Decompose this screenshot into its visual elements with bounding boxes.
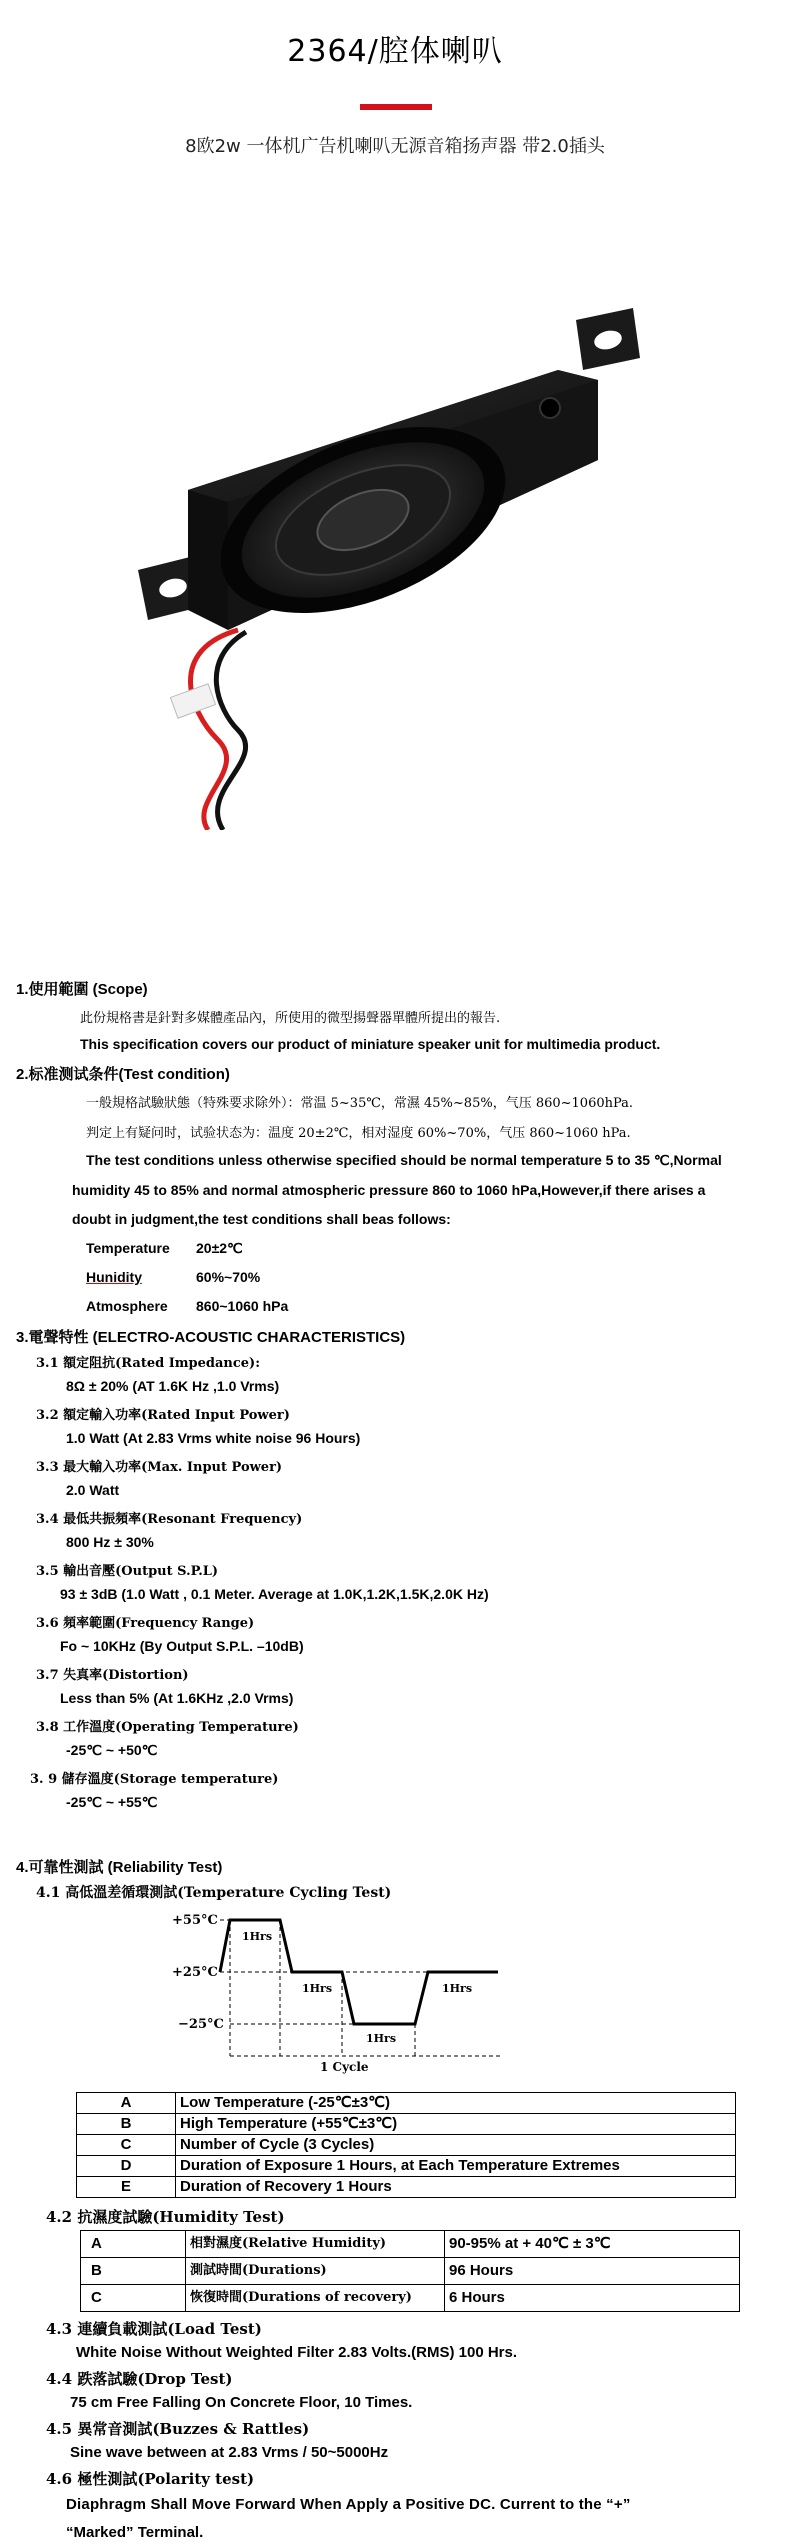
table-row bbox=[77, 2093, 736, 2114]
humidity-label: 相對濕度(Relative Humidity) bbox=[186, 2231, 445, 2258]
test-condition-en1: The test conditions unless otherwise specified should be normal temperature 5 to 35 ℃,Normal bbox=[86, 1152, 722, 1168]
table-row bbox=[77, 2156, 736, 2177]
chart-label-minus25: −25°C bbox=[178, 2017, 224, 2032]
cycling-legend-table bbox=[76, 2092, 736, 2198]
drop-test-value: 75 cm Free Falling On Concrete Floor, 10 Times. bbox=[70, 2394, 413, 2411]
humidity-value: 96 Hours bbox=[445, 2258, 740, 2285]
polarity-test-label: 4.6 極性測試(Polarity test) bbox=[46, 2470, 255, 2488]
legend-key: A bbox=[77, 2093, 176, 2114]
table-row bbox=[77, 2135, 736, 2156]
chart-cycle-label: 1 Cycle bbox=[320, 2060, 369, 2074]
page-subtitle: 8欧2w 一体机广告机喇叭无源音箱扬声器 带2.0插头 bbox=[185, 136, 605, 157]
chart-seg-1: 1Hrs bbox=[242, 1930, 273, 1943]
spec-label-operating-temp: 3.8 工作溫度(Operating Temperature) bbox=[36, 1720, 299, 1735]
chart-seg-2: 1Hrs bbox=[302, 1982, 333, 1995]
reliability-heading: 4.可靠性測試 (Reliability Test) bbox=[16, 1859, 223, 1876]
table-row bbox=[81, 2285, 740, 2312]
humidity-value: 6 Hours bbox=[445, 2285, 740, 2312]
cycling-test-label: 4.1 高低溫差循環測試(Temperature Cycling Test) bbox=[36, 1885, 392, 1901]
legend-text: Duration of Recovery 1 Hours bbox=[176, 2177, 736, 2198]
humidity-test-label: 4.2 抗濕度試驗(Humidity Test) bbox=[46, 2208, 285, 2226]
temperature-cycling-chart bbox=[170, 1906, 510, 2076]
condition-value-temperature: 20±2℃ bbox=[196, 1240, 243, 1256]
page-title: 2364/腔体喇叭 bbox=[287, 34, 503, 69]
spec-value-frequency-range: Fo ~ 10KHz (By Output S.P.L. –10dB) bbox=[60, 1638, 304, 1654]
legend-text: High Temperature (+55℃±3℃) bbox=[176, 2114, 736, 2135]
chart-seg-4: 1Hrs bbox=[442, 1982, 473, 1995]
buzz-test-label: 4.5 異常音測試(Buzzes & Rattles) bbox=[46, 2420, 310, 2438]
spec-value-spl: 93 ± 3dB (1.0 Watt , 0.1 Meter. Average at 1.0K,1.2K,1.5K,2.0K Hz) bbox=[60, 1586, 489, 1602]
table-row bbox=[77, 2177, 736, 2198]
spec-value-max-power: 2.0 Watt bbox=[66, 1482, 120, 1498]
table-row bbox=[81, 2231, 740, 2258]
humidity-table bbox=[80, 2230, 740, 2312]
spec-value-operating-temp: -25℃ ~ +50℃ bbox=[66, 1742, 158, 1758]
condition-value-atmosphere: 860~1060 hPa bbox=[196, 1298, 289, 1314]
spec-value-storage-temp: -25℃ ~ +55℃ bbox=[66, 1794, 158, 1810]
speaker-product-image bbox=[128, 270, 648, 830]
spec-label-input-power: 3.2 額定輸入功率(Rated Input Power) bbox=[36, 1408, 290, 1423]
humidity-key: A bbox=[81, 2231, 186, 2258]
table-row bbox=[81, 2258, 740, 2285]
legend-key: D bbox=[77, 2156, 176, 2177]
load-test-label: 4.3 連續負載測試(Load Test) bbox=[46, 2320, 262, 2338]
spec-value-distortion: Less than 5% (At 1.6KHz ,2.0 Vrms) bbox=[60, 1690, 294, 1706]
legend-text: Low Temperature (-25℃±3℃) bbox=[176, 2093, 736, 2114]
test-condition-line1: 一般規格試驗狀態（特殊要求除外）：常温 5~35℃，常濕 45%~85%，气压 860~1060hPa. bbox=[86, 1096, 634, 1111]
test-condition-en2: humidity 45 to 85% and normal atmospheric pressure 860 to 1060 hPa,However,if there arises a bbox=[72, 1182, 706, 1198]
spec-label-resonant: 3.4 最低共振頻率(Resonant Frequency) bbox=[36, 1512, 303, 1527]
chart-label-plus55: +55°C bbox=[172, 1913, 218, 1928]
condition-value-humidity: 60%~70% bbox=[196, 1269, 261, 1285]
scope-text-en: This specification covers our product of miniature speaker unit for multimedia product. bbox=[80, 1036, 661, 1052]
chart-label-plus25: +25°C bbox=[172, 1965, 218, 1980]
legend-text: Number of Cycle (3 Cycles) bbox=[176, 2135, 736, 2156]
polarity-test-line2: “Marked” Terminal. bbox=[66, 2524, 204, 2541]
spec-value-impedance: 8Ω ± 20% (AT 1.6K Hz ,1.0 Vrms) bbox=[66, 1378, 280, 1394]
test-condition-line2: 判定上有疑问时，试验状态为：温度 20±2℃，相对湿度 60%~70%，气压 860~1060 hPa. bbox=[86, 1126, 631, 1141]
legend-key: E bbox=[77, 2177, 176, 2198]
humidity-key: B bbox=[81, 2258, 186, 2285]
buzz-test-value: Sine wave between at 2.83 Vrms / 50~5000Hz bbox=[70, 2444, 389, 2461]
drop-test-label: 4.4 跌落試驗(Drop Test) bbox=[46, 2370, 233, 2388]
scope-heading: 1.使用範圍 (Scope) bbox=[16, 981, 148, 998]
spec-label-max-power: 3.3 最大輸入功率(Max. Input Power) bbox=[36, 1460, 283, 1475]
title-underline bbox=[360, 104, 432, 110]
test-condition-en3: doubt in judgment,the test conditions shall beas follows: bbox=[72, 1211, 451, 1227]
polarity-test-line1: Diaphragm Shall Move Forward When Apply a Positive DC. Current to the “+” bbox=[66, 2496, 631, 2513]
condition-label-temperature: Temperature bbox=[86, 1240, 170, 1256]
legend-key: C bbox=[77, 2135, 176, 2156]
spec-label-frequency-range: 3.6 頻率範圍(Frequency Range) bbox=[36, 1616, 255, 1631]
condition-label-humidity: Hunidity bbox=[86, 1269, 142, 1285]
spec-label-impedance: 3.1 額定阻抗(Rated Impedance): bbox=[36, 1356, 261, 1371]
chart-seg-3: 1Hrs bbox=[366, 2032, 397, 2045]
humidity-label: 恢復時間(Durations of recovery) bbox=[186, 2285, 445, 2312]
scope-text-cn: 此份規格書是針對多媒體產品內，所使用的微型揚聲器單體所提出的報告. bbox=[80, 1011, 501, 1026]
humidity-value: 90-95% at + 40℃ ± 3℃ bbox=[445, 2231, 740, 2258]
electro-heading: 3.電聲特性 (ELECTRO-ACOUSTIC CHARACTERISTICS) bbox=[16, 1329, 406, 1346]
spec-label-storage-temp: 3. 9 儲存溫度(Storage temperature) bbox=[30, 1772, 279, 1787]
humidity-label: 測試時間(Durations) bbox=[186, 2258, 445, 2285]
load-test-value: White Noise Without Weighted Filter 2.83 Volts.(RMS) 100 Hrs. bbox=[76, 2344, 518, 2361]
spec-label-distortion: 3.7 失真率(Distortion) bbox=[36, 1668, 189, 1683]
spec-value-input-power: 1.0 Watt (At 2.83 Vrms white noise 96 Hours) bbox=[66, 1430, 361, 1446]
legend-text: Duration of Exposure 1 Hours, at Each Temperature Extremes bbox=[176, 2156, 736, 2177]
spec-label-spl: 3.5 輸出音壓(Output S.P.L) bbox=[36, 1564, 219, 1579]
legend-key: B bbox=[77, 2114, 176, 2135]
humidity-key: C bbox=[81, 2285, 186, 2312]
table-row bbox=[77, 2114, 736, 2135]
spec-value-resonant: 800 Hz ± 30% bbox=[66, 1534, 154, 1550]
test-condition-heading: 2.标准测试条件(Test condition) bbox=[16, 1066, 230, 1083]
condition-label-atmosphere: Atmosphere bbox=[86, 1298, 168, 1314]
